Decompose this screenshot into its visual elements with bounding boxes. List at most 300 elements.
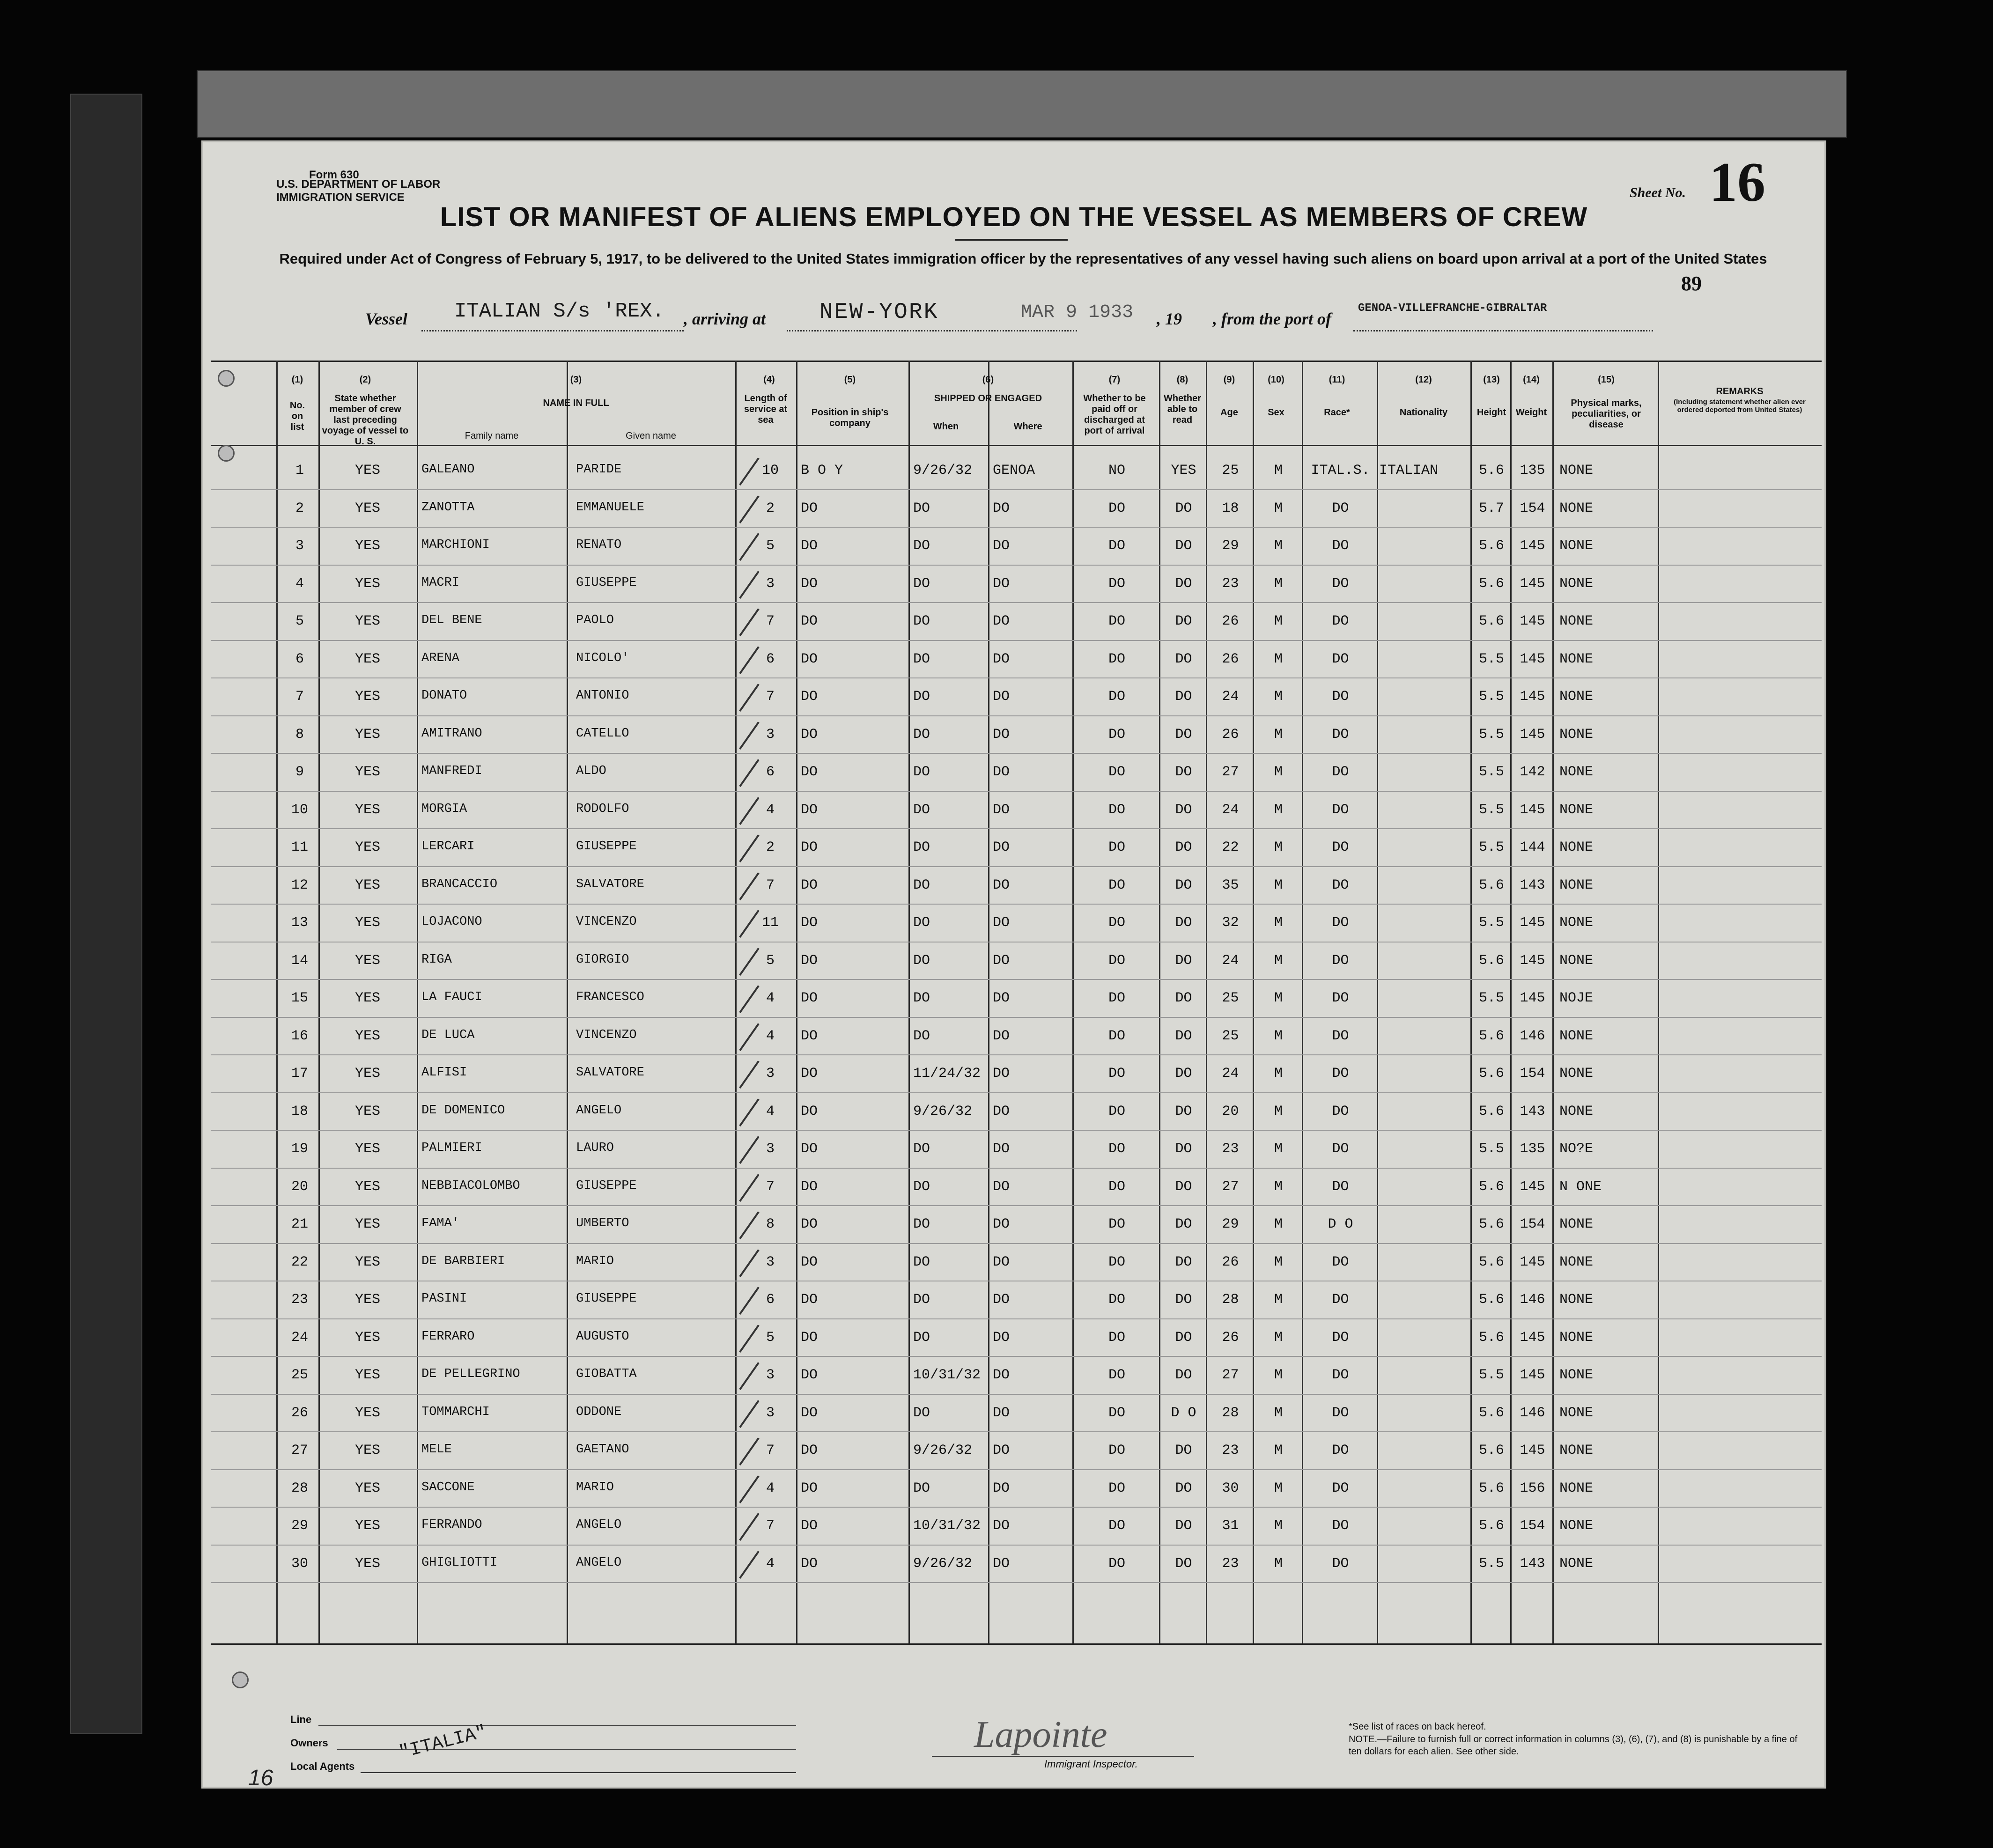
row-number-cell: 15 [291,990,308,1006]
ship-position-cell: DO [801,764,818,780]
weight-cell: 156 [1520,1480,1545,1496]
sex-cell: M [1274,877,1283,893]
engaged-when-cell: DO [913,1216,930,1232]
height-cell: 5.5 [1478,990,1504,1006]
age-cell: 23 [1222,1443,1239,1458]
engaged-when-cell: DO [913,1480,930,1496]
physical-marks-cell: NONE [1559,1066,1594,1082]
weight-cell: 145 [1520,1443,1545,1458]
engaged-where-cell: DO [993,1028,1010,1044]
service-years-cell: 3 [766,726,775,743]
engaged-where-cell: DO [993,1103,1010,1119]
race-cell: DO [1332,1367,1349,1383]
ship-position-cell: DO [801,575,818,592]
ship-position-cell: DO [801,1254,818,1270]
family-name-cell: MORGIA [421,802,467,816]
from-dotline [1353,330,1653,331]
row-number-cell: 9 [295,764,304,780]
crew-table [211,361,1822,1700]
previous-voyage-cell: YES [354,1103,380,1119]
service-years-cell: 3 [766,575,775,592]
family-name-cell: ZANOTTA [421,500,475,515]
col-9-header: Age [1220,407,1238,418]
service-years-cell: 10 [761,463,779,479]
weight-cell: 154 [1520,1518,1545,1534]
weight-cell: 142 [1520,764,1545,780]
able-to-read-cell: D O [1171,1405,1196,1421]
height-cell: 5.6 [1478,1518,1504,1534]
engaged-where-cell: DO [993,990,1010,1006]
engaged-when-cell: 9/26/32 [913,1555,973,1572]
row-number-cell: 7 [295,689,304,705]
column-rule [1510,361,1512,1643]
ship-position-cell: DO [801,689,818,705]
col-12-number: (12) [1415,375,1432,385]
col-7-header: Whether to be paid off or discharged at port of arrival [1083,393,1146,436]
col-3-family-header: Family name [465,431,519,441]
row-rule [211,979,1822,980]
race-cell: DO [1332,802,1349,818]
given-name-cell: ANGELO [576,1518,622,1532]
local-agents-label: Local Agents [290,1760,355,1772]
previous-voyage-cell: YES [354,463,380,479]
paid-off-cell: DO [1108,1141,1125,1157]
service-years-cell: 7 [766,1518,775,1534]
weight-cell: 145 [1520,538,1545,554]
able-to-read-cell: DO [1175,915,1192,931]
engaged-when-cell: DO [913,1329,930,1346]
engaged-where-cell: DO [993,877,1010,893]
ship-position-cell: DO [801,839,818,855]
given-name-cell: RODOLFO [576,802,629,816]
paid-off-cell: DO [1108,613,1125,629]
engaged-when-cell: DO [913,689,930,705]
engaged-where-cell: DO [993,764,1010,780]
age-cell: 28 [1222,1405,1239,1421]
physical-marks-cell: NONE [1559,651,1594,667]
engaged-where-cell: DO [993,613,1010,629]
paid-off-cell: DO [1108,726,1125,743]
row-rule [211,527,1822,528]
able-to-read-cell: DO [1175,726,1192,743]
race-cell: DO [1332,1443,1349,1458]
col-15-header: Physical marks, peculiarities, or disease [1571,398,1642,430]
engaged-when-cell: 10/31/32 [913,1518,981,1534]
weight-cell: 143 [1520,1103,1545,1119]
ship-position-cell: DO [801,651,818,667]
race-cell: DO [1332,1141,1349,1157]
row-rule [211,489,1822,490]
engaged-where-cell: DO [993,1178,1010,1195]
engaged-where-cell: DO [993,1443,1010,1458]
engaged-where-cell: DO [993,1216,1010,1232]
arriving-label: , arriving at [684,309,766,328]
sex-cell: M [1274,1367,1283,1383]
paid-off-cell: DO [1108,1292,1125,1308]
row-number-cell: 11 [291,839,308,855]
row-number-cell: 28 [291,1480,308,1496]
family-name-cell: PALMIERI [421,1141,482,1155]
able-to-read-cell: DO [1175,1555,1192,1572]
paid-off-cell: DO [1108,1329,1125,1346]
previous-voyage-cell: YES [354,1028,380,1044]
paid-off-cell: DO [1108,1103,1125,1119]
engaged-where-cell: DO [993,1066,1010,1082]
sex-cell: M [1274,1028,1283,1044]
given-name-cell: PARIDE [576,463,622,477]
row-rule [211,1356,1822,1357]
row-rule [211,1017,1822,1018]
department-header [276,178,440,204]
height-cell: 5.6 [1478,1028,1504,1044]
paid-off-cell: DO [1108,990,1125,1006]
row-number-cell: 22 [291,1254,308,1270]
col-6-where-header: Where [1013,421,1042,432]
age-cell: 26 [1222,651,1239,667]
height-cell: 5.6 [1478,952,1504,969]
col-8-header: Whether able to read [1164,393,1201,425]
sheet-label: Sheet No. [1630,185,1686,200]
from-port-label: , from the port of [1213,309,1332,328]
age-cell: 24 [1222,1066,1239,1082]
service-years-cell: 11 [761,915,779,931]
able-to-read-cell: DO [1175,1292,1192,1308]
age-cell: 26 [1222,1254,1239,1270]
from-port-value: GENOA-VILLEFRANCHE-GIBRALTAR [1358,302,1547,315]
column-rule [1159,361,1160,1643]
given-name-cell: SALVATORE [576,1066,644,1080]
ship-position-cell: DO [801,915,818,931]
sex-cell: M [1274,1518,1283,1534]
row-rule [211,1469,1822,1470]
sex-cell: M [1274,689,1283,705]
able-to-read-cell: DO [1175,1254,1192,1270]
col-6-header: SHIPPED OR ENGAGED [934,393,1042,404]
physical-marks-cell: NONE [1559,1555,1594,1572]
race-cell: DO [1332,1292,1349,1308]
physical-marks-cell: NONE [1559,1518,1594,1534]
manifest-title: LIST OR MANIFEST OF ALIENS EMPLOYED ON THE VESSEL AS MEMBERS OF CREW [440,202,1588,232]
age-cell: 24 [1222,689,1239,705]
service-years-cell: 3 [766,1066,775,1082]
physical-marks-cell: NONE [1559,1216,1594,1232]
physical-marks-cell: NONE [1559,575,1594,592]
previous-voyage-cell: YES [354,915,380,931]
previous-voyage-cell: YES [354,538,380,554]
able-to-read-cell: YES [1171,463,1196,479]
able-to-read-cell: DO [1175,1141,1192,1157]
ship-position-cell: DO [801,952,818,969]
ship-position-cell: DO [801,877,818,893]
family-name-cell: NEBBIACOLOMBO [421,1178,520,1193]
col-15-number: (15) [1598,375,1615,385]
race-cell: DO [1332,1480,1349,1496]
engaged-when-cell: DO [913,1028,930,1044]
service-years-cell: 6 [766,764,775,780]
ship-position-cell: DO [801,1518,818,1534]
previous-voyage-cell: YES [354,1518,380,1534]
table-bottom-rule [211,1643,1822,1645]
able-to-read-cell: DO [1175,802,1192,818]
sex-cell: M [1274,839,1283,855]
paid-off-cell: DO [1108,877,1125,893]
title-divider [955,239,1068,241]
weight-cell: 135 [1520,1141,1545,1157]
col-1-header: No. on list [289,400,305,432]
row-number-cell: 20 [291,1178,308,1195]
height-cell: 5.6 [1478,877,1504,893]
age-cell: 23 [1222,1141,1239,1157]
col-4-header: Length of service at sea [744,393,788,425]
weight-cell: 145 [1520,575,1545,592]
weight-cell: 145 [1520,915,1545,931]
given-name-cell: GIUSEPPE [576,1292,637,1306]
previous-voyage-cell: YES [354,1443,380,1458]
engaged-where-cell: DO [993,915,1010,931]
col-8-number: (8) [1176,375,1188,385]
family-name-cell: DE BARBIERI [421,1254,505,1268]
physical-marks-cell: NO?E [1559,1141,1594,1157]
form-number: Form 630 [309,169,359,181]
weight-cell: 145 [1520,651,1545,667]
ship-position-cell: DO [801,1141,818,1157]
row-number-cell: 3 [295,538,304,554]
ship-position-cell: DO [801,1480,818,1496]
able-to-read-cell: DO [1175,689,1192,705]
row-rule [211,866,1822,867]
service-years-cell: 5 [766,538,775,554]
family-name-cell: DE DOMENICO [421,1103,505,1118]
service-years-cell: 4 [766,1028,775,1044]
row-rule [211,1168,1822,1169]
given-name-cell: EMMANUELE [576,500,644,515]
height-cell: 5.5 [1478,1141,1504,1157]
header-bottom-rule [211,445,1822,446]
physical-marks-cell: N ONE [1559,1178,1602,1195]
previous-voyage-cell: YES [354,1178,380,1195]
column-rule [1552,361,1554,1643]
engaged-when-cell: DO [913,839,930,855]
sex-cell: M [1274,990,1283,1006]
given-name-cell: GIUSEPPE [576,1178,637,1193]
family-name-cell: GALEANO [421,463,475,477]
column-rule [735,361,737,1643]
row-rule [211,1130,1822,1131]
inspector-label: Immigrant Inspector. [1044,1758,1138,1770]
date-stamp: MAR 9 1933 [1021,302,1134,323]
height-cell: 5.7 [1478,500,1504,516]
engaged-when-cell: DO [913,500,930,516]
age-cell: 29 [1222,538,1239,554]
weight-cell: 145 [1520,802,1545,818]
physical-marks-cell: NONE [1559,1443,1594,1458]
weight-cell: 145 [1520,1178,1545,1195]
previous-voyage-cell: YES [354,764,380,780]
sex-cell: M [1274,651,1283,667]
column-rule [1377,361,1378,1643]
column-rule [796,361,797,1643]
paid-off-cell: DO [1108,1178,1125,1195]
physical-marks-cell: NONE [1559,463,1594,479]
paid-off-cell: NO [1108,463,1125,479]
engaged-when-cell: DO [913,1292,930,1308]
row-rule [211,753,1822,754]
weight-cell: 145 [1520,1367,1545,1383]
service-line: IMMIGRATION SERVICE [276,191,405,204]
row-number-cell: 16 [291,1028,308,1044]
col-3-given-header: Given name [626,431,676,441]
manifest-sheet [201,140,1826,1789]
family-name-cell: FAMA' [421,1216,460,1230]
row-rule [211,1054,1822,1055]
service-years-cell: 4 [766,1480,775,1496]
height-cell: 5.6 [1478,1480,1504,1496]
inspector-signature: Lapointe [974,1714,1107,1755]
previous-voyage-cell: YES [354,689,380,705]
weight-cell: 135 [1520,463,1545,479]
col-16-header: REMARKS [1716,386,1764,397]
nationality-cell: ITALIAN [1379,463,1439,479]
height-cell: 5.6 [1478,463,1504,479]
column-rule [988,361,989,1643]
able-to-read-cell: DO [1175,839,1192,855]
sex-cell: M [1274,764,1283,780]
year-prefix: , 19 [1157,309,1182,328]
physical-marks-cell: NONE [1559,839,1594,855]
column-rule [1470,361,1472,1643]
punch-hole [218,445,235,462]
column-rule [1302,361,1303,1643]
family-name-cell: SACCONE [421,1480,475,1495]
margin-page-mark: 16 [248,1766,273,1789]
column-rule [1253,361,1254,1643]
engaged-when-cell: 9/26/32 [913,463,973,479]
previous-voyage-cell: YES [354,1480,380,1496]
family-name-cell: LERCARI [421,839,475,854]
physical-marks-cell: NONE [1559,802,1594,818]
row-number-cell: 25 [291,1367,308,1383]
service-years-cell: 2 [766,500,775,516]
race-cell: DO [1332,990,1349,1006]
age-cell: 29 [1222,1216,1239,1232]
age-cell: 25 [1222,1028,1239,1044]
age-cell: 26 [1222,726,1239,743]
row-number-cell: 5 [295,613,304,629]
row-number-cell: 10 [291,802,308,818]
physical-marks-cell: NONE [1559,689,1594,705]
col-1-number: (1) [291,375,303,385]
height-cell: 5.6 [1478,1443,1504,1458]
row-rule [211,677,1822,678]
row-rule [211,828,1822,829]
row-rule [211,715,1822,716]
row-number-cell: 29 [291,1518,308,1534]
age-cell: 22 [1222,839,1239,855]
ship-position-cell: DO [801,1178,818,1195]
race-cell: DO [1332,1066,1349,1082]
sex-cell: M [1274,500,1283,516]
previous-voyage-cell: YES [354,1254,380,1270]
service-years-cell: 4 [766,1103,775,1119]
race-cell: DO [1332,1555,1349,1572]
service-years-cell: 4 [766,802,775,818]
service-years-cell: 6 [766,651,775,667]
service-years-cell: 7 [766,613,775,629]
given-name-cell: GIUSEPPE [576,575,637,590]
ship-position-cell: DO [801,1028,818,1044]
previous-voyage-cell: YES [354,1216,380,1232]
paid-off-cell: DO [1108,538,1125,554]
given-name-cell: CATELLO [576,726,629,741]
race-cell: DO [1332,1518,1349,1534]
physical-marks-cell: NONE [1559,877,1594,893]
previous-voyage-cell: YES [354,613,380,629]
col-11-header: Race* [1324,407,1350,418]
physical-marks-cell: NONE [1559,952,1594,969]
height-cell: 5.6 [1478,1405,1504,1421]
service-years-cell: 7 [766,1178,775,1195]
punch-hole [232,1671,249,1688]
sex-cell: M [1274,1405,1283,1421]
age-cell: 27 [1222,764,1239,780]
physical-marks-cell: NONE [1559,915,1594,931]
engaged-when-cell: DO [913,651,930,667]
given-name-cell: ANGELO [576,1555,622,1570]
paid-off-cell: DO [1108,802,1125,818]
sex-cell: M [1274,1216,1283,1232]
engaged-where-cell: DO [993,1292,1010,1308]
col-3-number: (3) [570,375,582,385]
given-name-cell: ANGELO [576,1103,622,1118]
ship-position-cell: DO [801,500,818,516]
able-to-read-cell: DO [1175,500,1192,516]
weight-cell: 143 [1520,877,1545,893]
family-name-cell: LOJACONO [421,915,482,929]
age-cell: 26 [1222,613,1239,629]
height-cell: 5.6 [1478,575,1504,592]
engaged-where-cell: DO [993,689,1010,705]
column-rule [417,361,418,1643]
paid-off-cell: DO [1108,1480,1125,1496]
paid-off-cell: DO [1108,915,1125,931]
previous-voyage-cell: YES [354,877,380,893]
paid-off-cell: DO [1108,1216,1125,1232]
ship-position-cell: DO [801,1329,818,1346]
engaged-when-cell: DO [913,726,930,743]
physical-marks-cell: NONE [1559,726,1594,743]
service-years-cell: 3 [766,1367,775,1383]
given-name-cell: GIOBATTA [576,1367,637,1381]
service-years-cell: 7 [766,1443,775,1458]
col-2-header: State whether member of crew last preceding voyage of vessel to U. S. [322,393,409,447]
row-rule [211,602,1822,603]
paid-off-cell: DO [1108,839,1125,855]
engaged-when-cell: DO [913,1254,930,1270]
height-cell: 5.6 [1478,1066,1504,1082]
paid-off-cell: DO [1108,689,1125,705]
given-name-cell: GIORGIO [576,952,629,967]
row-number-cell: 24 [291,1329,308,1346]
race-cell: DO [1332,726,1349,743]
height-cell: 5.6 [1478,1178,1504,1195]
previous-voyage-cell: YES [354,1329,380,1346]
physical-marks-cell: NONE [1559,1367,1594,1383]
family-name-cell: GHIGLIOTTI [421,1555,498,1570]
given-name-cell: LAURO [576,1141,614,1155]
page-stamp: 89 [1681,272,1702,295]
weight-cell: 146 [1520,1405,1545,1421]
family-name-cell: BRANCACCIO [421,877,498,891]
